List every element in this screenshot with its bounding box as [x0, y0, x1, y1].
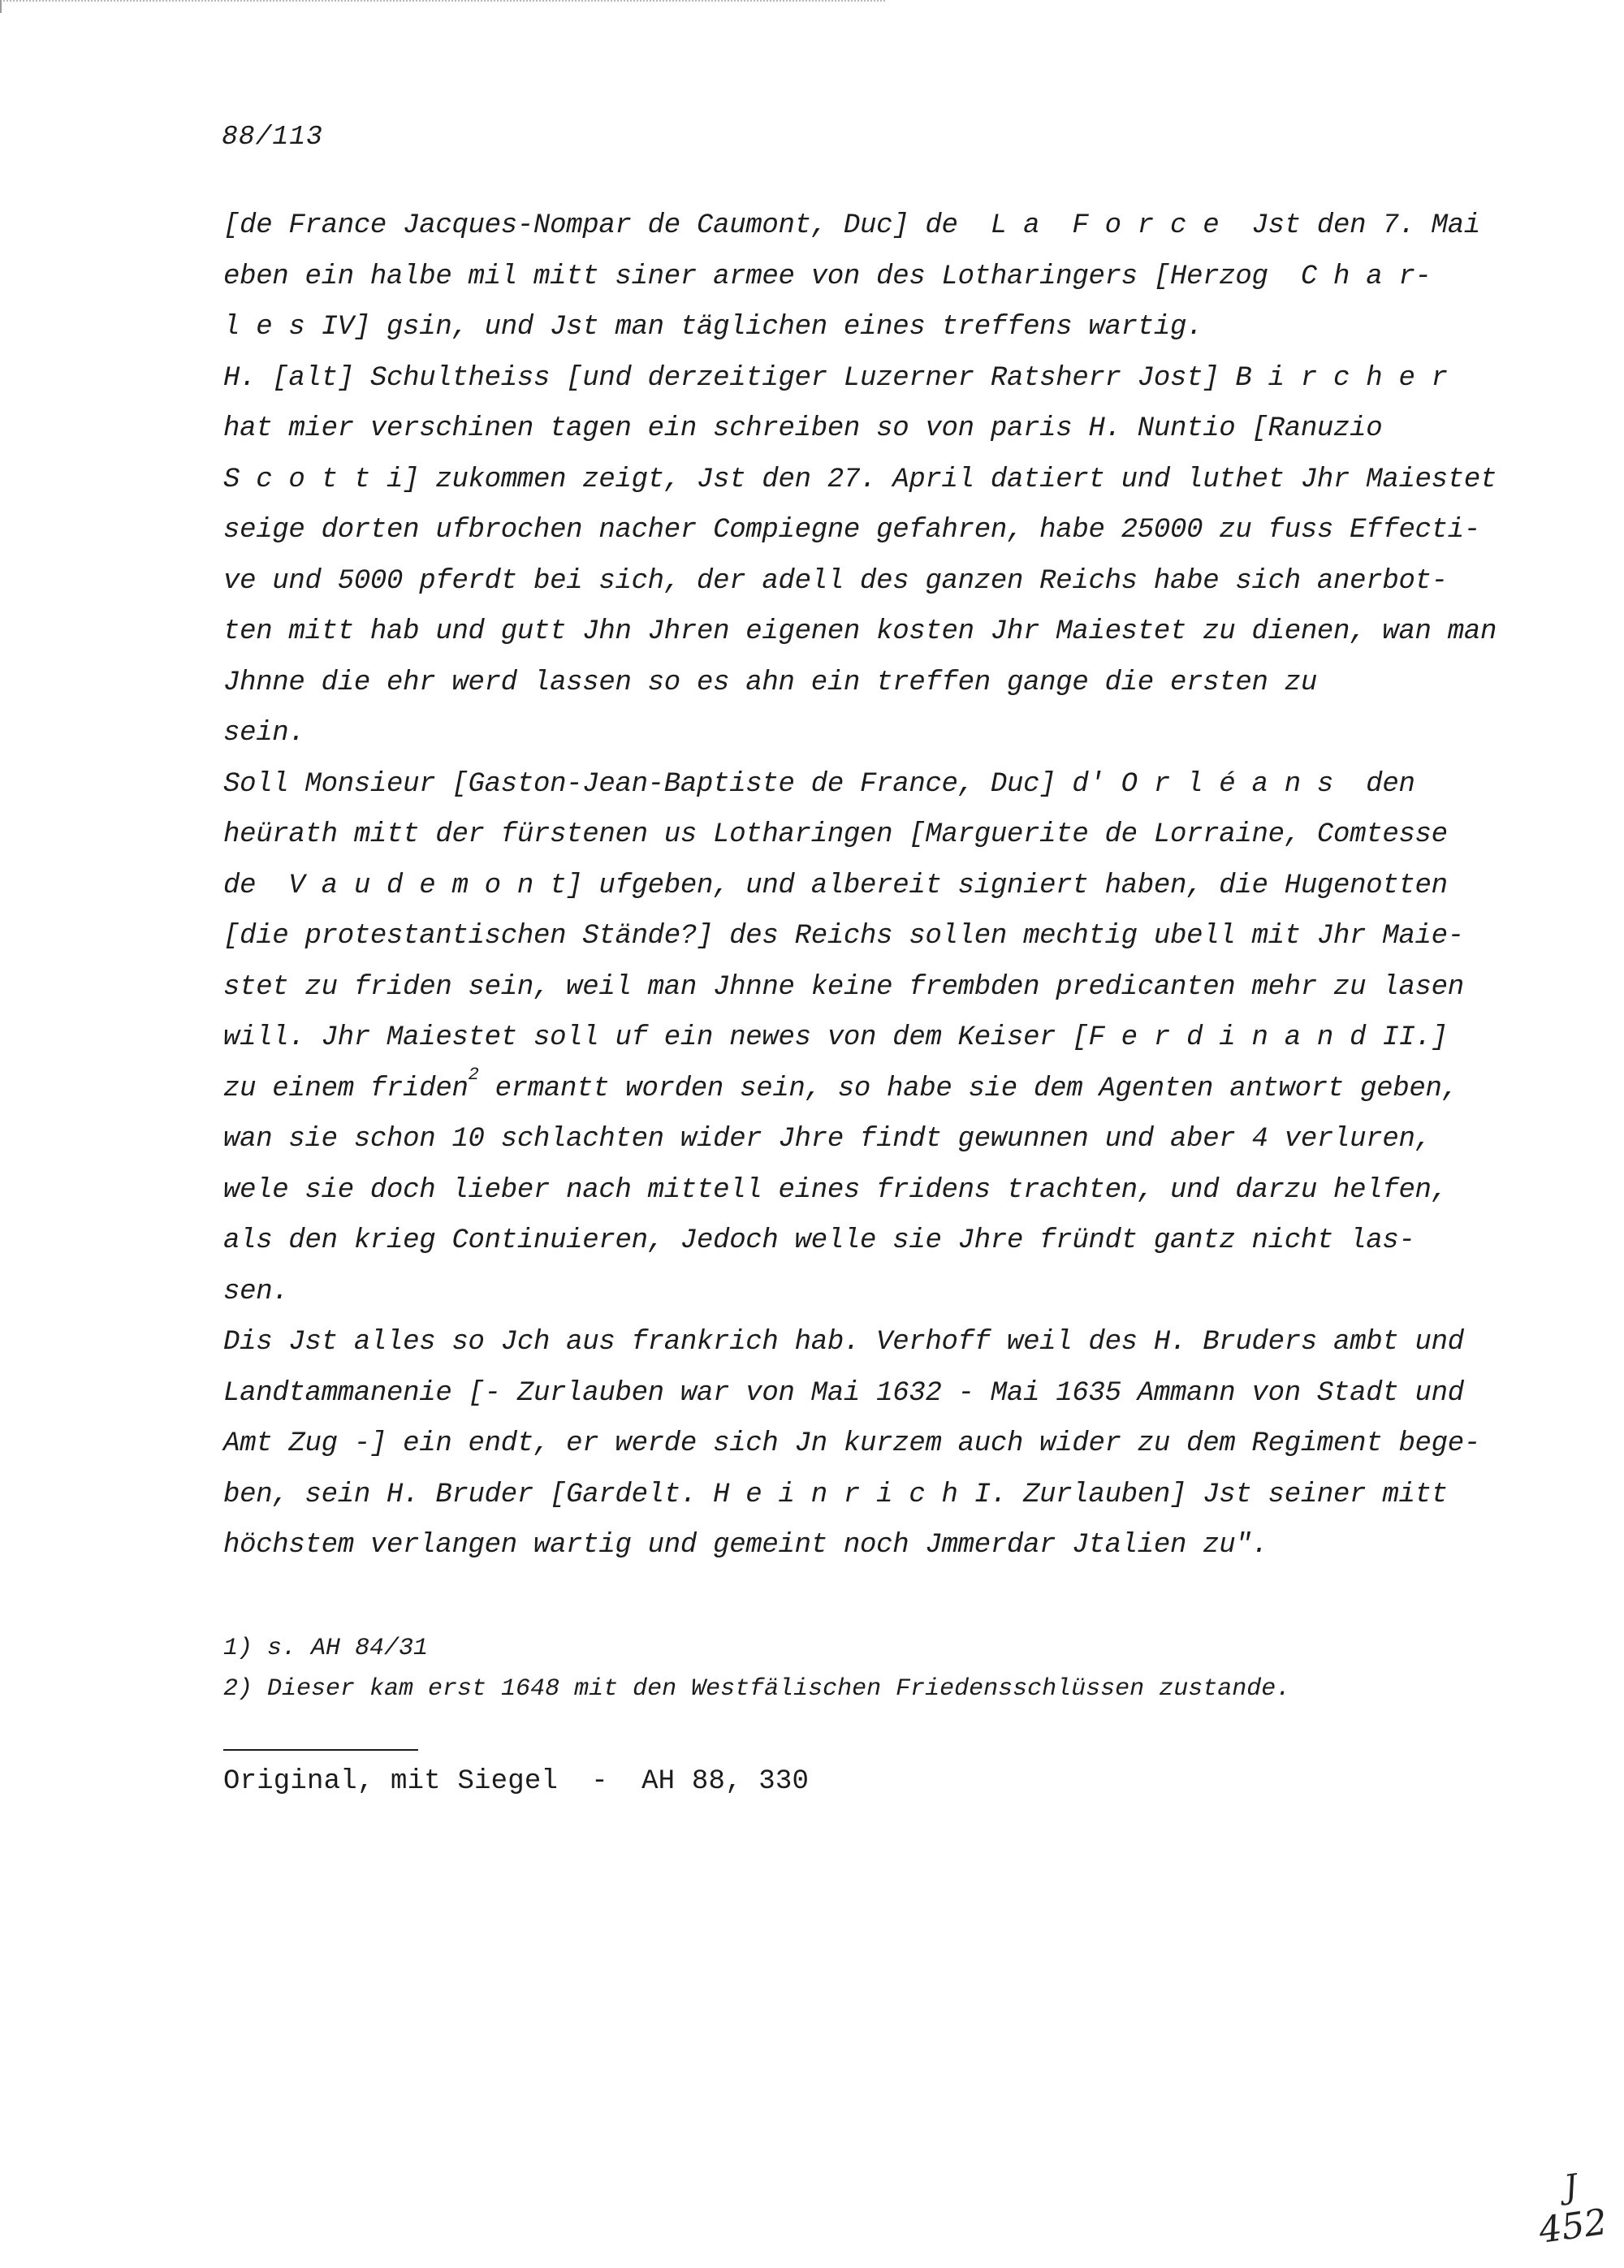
text-line-16: stet zu friden sein, weil man Jhnne keine frembden predicanten mehr zu lasen [223, 971, 1464, 1003]
text-line-7: seige dorten ufbrochen nacher Compiegne gefahren, habe 25000 zu fuss Effecti- [223, 515, 1480, 546]
text-line-6: S c o t t i] zukommen zeigt, Jst den 27. April datiert und luthet Jhr Maiestet [223, 464, 1497, 495]
text-line-14: de V a u d e m o n t] ufgeben, und albereit signiert haben, die Hugenotten [223, 870, 1448, 901]
text-line-8: ve und 5000 pferdt bei sich, der adell des ganzen Reichs habe sich anerbot- [223, 565, 1448, 597]
source-reference: Original, mit Siegel - AH 88, 330 [223, 1766, 810, 1797]
text-line-18-rest: ermantt worden sein, so habe sie dem Agenten antwort geben, [478, 1073, 1458, 1104]
text-line-24: Landtammanenie [- Zurlauben war von Mai 1632 - Mai 1635 Ammann von Stadt und [223, 1377, 1464, 1409]
text-line-13: heürath mitt der fürstenen us Lotharingen [Marguerite de Lorraine, Comtesse [223, 819, 1448, 850]
footnotes [223, 1628, 1539, 1709]
text-line-18 [223, 1064, 1539, 1115]
text-line-3: l e s IV] gsin, und Jst man täglichen eines treffens wartig. [223, 312, 1203, 343]
text-line-26: ben, sein H. Bruder [Gardelt. H e i n r i c h I. Zurlauben] Jst seiner mitt [223, 1479, 1448, 1510]
text-line-5: hat mier verschinen tagen ein schreiben so von paris H. Nuntio [Ranuzio [223, 413, 1383, 444]
text-line-4: H. [alt] Schultheiss [und derzeitiger Luzerner Ratsherr Jost] B i r c h e r [223, 362, 1448, 394]
text-line-10: Jhnne die ehr werd lassen so es ahn ein treffen gange die ersten zu [223, 667, 1317, 698]
text-line-23: Dis Jst alles so Jch aus frankrich hab. Verhoff weil des H. Bruders ambt und [223, 1327, 1464, 1358]
page-number: 88/113 [222, 122, 323, 152]
text-line-18-start: zu einem friden [223, 1073, 469, 1104]
scan-edge-top [0, 0, 885, 4]
footnote-2: 2) Dieser kam erst 1648 mit den Westfälischen Friedensschlüssen zustande. [223, 1675, 1291, 1703]
text-line-9: ten mitt hab und gutt Jhn Jhren eigenen kosten Jhr Maiestet zu dienen, wan man [223, 616, 1497, 647]
text-line-20: wele sie doch lieber nach mittell eines fridens trachten, und darzu helfen, [223, 1174, 1448, 1206]
text-line-1: [de France Jacques-Nompar de Caumont, Duc] de L a F o r c e Jst den 7. Mai [223, 210, 1480, 241]
handwritten-archive-mark [1538, 2164, 1610, 2251]
text-line-21: als den krieg Continuieren, Jedoch welle sie Jhre fründt gantz nicht las- [223, 1225, 1415, 1256]
scan-edge-corner [0, 0, 8, 13]
archive-mark-number: 452 [1536, 2201, 1610, 2252]
archive-mark-top: J [1561, 2167, 1580, 2207]
text-line-15: [die protestantischen Stände?] des Reichs sollen mechtig ubell mit Jhr Maie- [223, 921, 1464, 952]
text-line-25: Amt Zug -] ein endt, er werde sich Jn kurzem auch wider zu dem Regiment bege- [223, 1428, 1480, 1459]
letter-transcription [223, 201, 1539, 1571]
text-line-22: sen. [223, 1276, 289, 1307]
text-line-11: sein. [223, 718, 305, 749]
text-line-27: höchstem verlangen wartig und gemeint noch Jmmerdar Jtalien zu". [223, 1530, 1268, 1561]
footnote-ref-2: 2 [468, 1064, 479, 1085]
text-line-2: eben ein halbe mil mitt siner armee von des Lotharingers [Herzog C h a r- [223, 261, 1432, 292]
text-line-12: Soll Monsieur [Gaston-Jean-Baptiste de France, Duc] d' O r l é a n s den [223, 768, 1415, 800]
source-divider [223, 1749, 418, 1751]
footnote-1: 1) s. AH 84/31 [223, 1635, 429, 1662]
text-line-17: will. Jhr Maiestet soll uf ein newes von dem Keiser [F e r d i n a n d II.] [223, 1022, 1448, 1053]
text-line-19: wan sie schon 10 schlachten wider Jhre findt gewunnen und aber 4 verluren, [223, 1124, 1432, 1155]
